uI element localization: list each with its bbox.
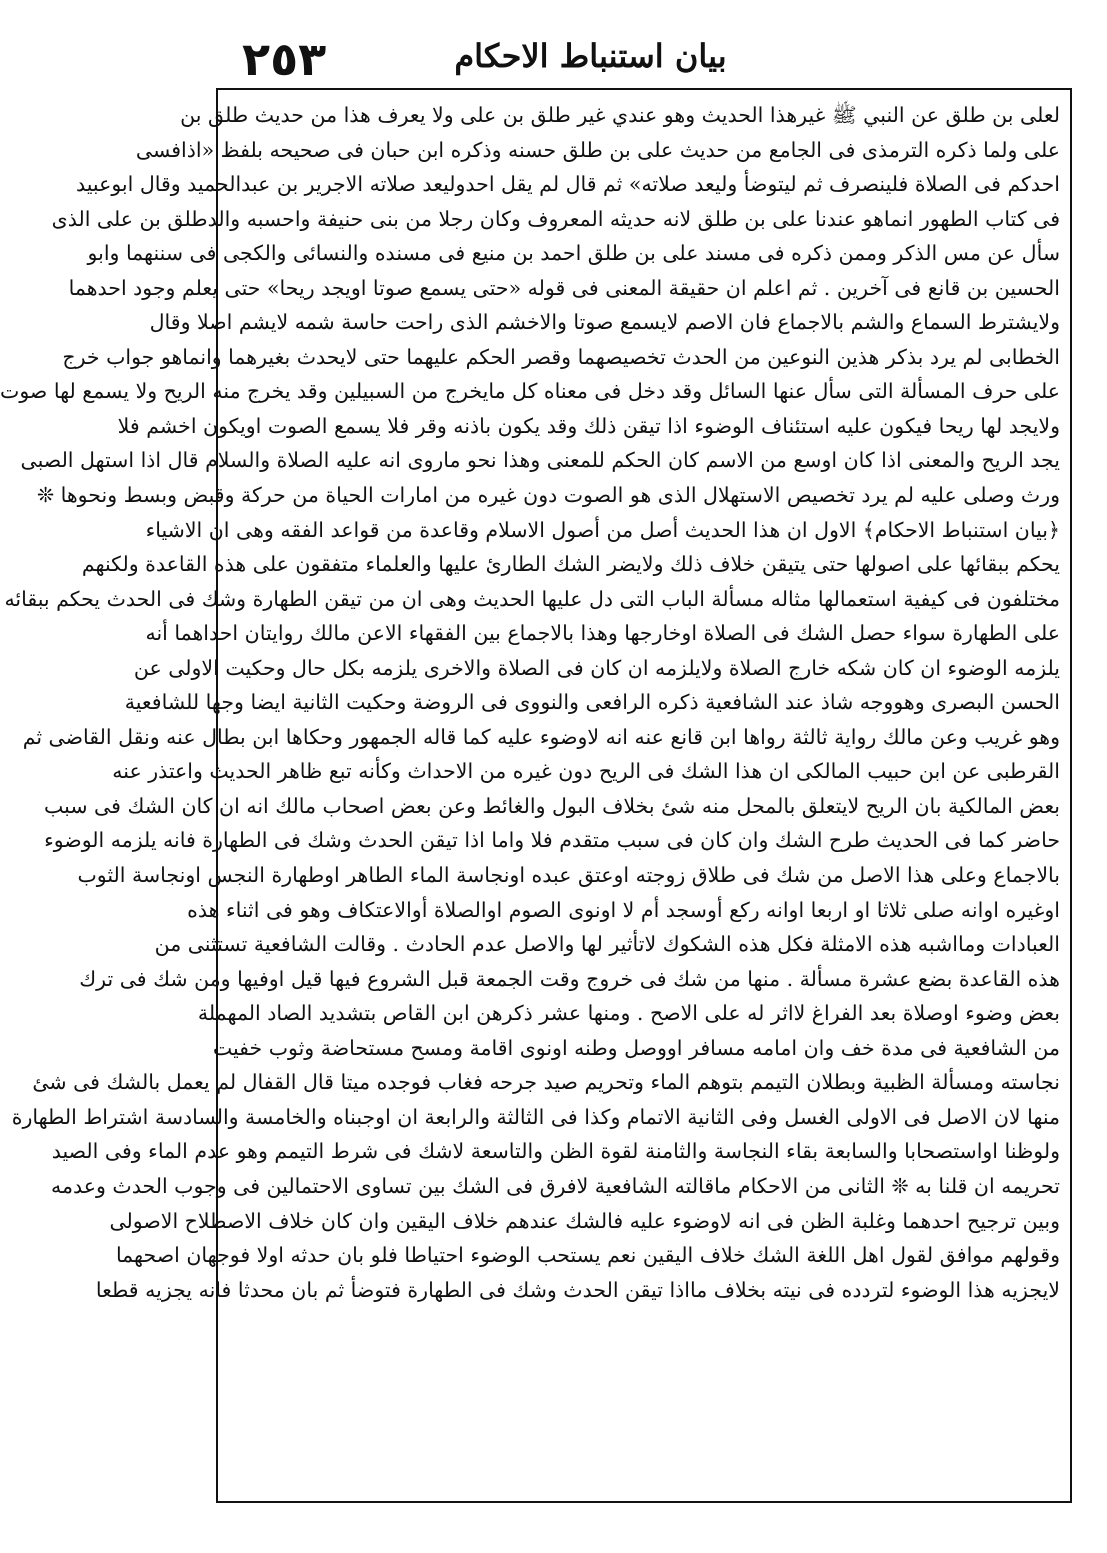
section-heading-line: ﴿بيان استنباط الاحكام﴾ الاول ان هذا الحديث أصل من أصول الاسلام وقاعدة من قواعد الفقه وهى ان الاشياء [145, 517, 1060, 542]
text-line: حاضر كما فى الحديث طرح الشك وان كان فى سبب متقدم فلا واما اذا تيقن الحدث وشك فى الطهارة فانه يلزمه الوضوء [44, 828, 1060, 853]
text-line: ورث وصلى عليه لم يرد تخصيص الاستهلال الذى هو الصوت دون غيره من امارات الحياة من حركة وقبض وبسط ونحوها ❊ [36, 483, 1060, 508]
text-line: منها لان الاصل فى الاولى الغسل وفى الثانية الاتمام وكذا فى الثالثة والرابعة ان اوجبناه والخامسة والسادسة اشتراط الطهارة [11, 1104, 1060, 1129]
text-line: لايجزيه هذا الوضوء لتردده فى نيته بخلاف مااذا تيقن الحدث وشك فى الطهارة فتوضأ ثم بان محدثا فانه يجزيه قطعا [95, 1277, 1060, 1302]
text-line: وقولهم موافق لقول اهل اللغة الشك خلاف اليقين نعم يستحب الوضوء احتياطا فلو بان حدثه اولا فوجهان اصحهما [115, 1243, 1060, 1268]
text-line: ولوظنا اواستصحابا والسابعة بقاء النجاسة والثامنة لقوة الظن والتاسعة لاشك فى شرط التيمم وهو عدم الماء وفى الصيد [51, 1139, 1060, 1164]
text-line: على الطهارة سواء حصل الشك فى الصلاة اوخارجها وهذا بالاجماع بين الفقهاء الاعن مالك روايتان احداهما أنه [145, 621, 1060, 646]
text-line: احدكم فى الصلاة فلينصرف ثم ليتوضأ وليعد صلاته» ثم قال لم يقل احدوليعد صلاته الاجرير بن عبدالحميد وقال ابوعبيد [75, 172, 1060, 197]
text-line: سأل عن مس الذكر وممن ذكره فى مسند على بن طلق احمد بن منيع فى مسنده والنسائى والكجى فى سننهما وابو [87, 241, 1060, 266]
text-line: الحسين بن قانع فى آخرين . ثم اعلم ان حقيقة المعنى فى قوله «حتى يسمع صوتا اويجد ريحا» حتى يعلم وجود احدهما [68, 275, 1060, 300]
text-line: نجاسته ومسألة الظبية وبطلان التيمم بتوهم الماء وتحريم صيد جرحه فغاب فوجده ميتا قال القفال لم يعمل بالشك فى شئ [32, 1070, 1060, 1095]
text-line: على حرف المسألة التى سأل عنها السائل وقد دخل فى معناه كل مايخرج من السبيلين وقد يخرج منه الريح ولا يسمع لها صوت [0, 379, 1060, 404]
page-number: ٢٥٣ [242, 32, 327, 86]
text-line: لعلى بن طلق عن النبي ﷺ غيرهذا الحديث وهو عندي غير طلق بن على ولا يعرف هذا من حديث طلق بن [180, 103, 1060, 127]
text-line: تحريمه ان قلنا به ❊ الثانى من الاحكام ماقالته الشافعية لافرق فى الشك بين تساوى الاحتمالين فى وجوب الحدث وعدمه [51, 1173, 1060, 1198]
text-line: وبين ترجيح احدهما وغلبة الظن فى انه لاوضوء عليه فالشك عندهم خلاف اليقين وان كان خلاف الاصطلاح الاصولى [109, 1208, 1060, 1233]
text-line: من الشافعية فى مدة خف وان امامه مسافر اووصل وطنه اونوى اقامة ومسح مستحاضة وثوب خفيت [212, 1035, 1060, 1060]
page-header [74, 30, 1107, 90]
body-text [0, 98, 1060, 1307]
text-line: يجد الريح والمعنى اذا كان اوسع من الاسم كان الحكم للمعنى وهذا نحو ماروى انه عليه الصلاة والسلام قال اذا استهل الصبى [20, 448, 1060, 473]
text-line: القرطبى عن ابن حبيب المالكى ان هذا الشك فى الريح دون غيره من الاحداث وكأنه تبع ظاهر الحديث واعتذر عنه [112, 759, 1060, 784]
text-line: يحكم ببقائها على اصولها حتى يتيقن خلاف ذلك ولايضر الشك الطارئ عليها والعلماء متفقون على هذه القاعدة ولكنهم [81, 552, 1060, 577]
text-line: هذه القاعدة بضع عشرة مسألة . منها من شك فى خروج وقت الجمعة قبل الشروع فيها قيل اوفيها ومن شك فى ترك [79, 966, 1060, 991]
text-line: ولايشترط السماع والشم بالاجماع فان الاصم لايسمع صوتا والاخشم الذى راحت حاسة شمه لايشم اصلا وقال [149, 310, 1060, 335]
text-line: يلزمه الوضوء ان كان شكه خارج الصلاة ولايلزمه ان كان فى الصلاة والاخرى يلزمه بكل حال وحكيت الاولى عن [133, 655, 1060, 680]
text-line: فى كتاب الطهور انماهو عندنا على بن طلق لانه حديثه المعروف وكان رجلا من بنى حنيفة واحسبه والدطلق بن على الذى [51, 206, 1060, 231]
text-line: ولايجد لها ريحا فيكون عليه استئناف الوضوء اذا تيقن ذلك وقد يكون باذنه وقر فلا يسمع الصوت اويكون اخشم فلا [117, 413, 1060, 438]
text-line: على ولما ذكره الترمذى فى الجامع من حديث على بن طلق حسنه وذكره ابن حبان فى صحيحه بلفظ «اذافسى [135, 137, 1060, 162]
text-line: الخطابى لم يرد بذكر هذين النوعين من الحدث تخصيصهما وقصر الحكم عليهما حتى لايحدث بغيرهما وانماهو جواب خرج [62, 344, 1060, 369]
running-title: بيان استنباط الاحكام [454, 37, 727, 75]
text-line: بعض المالكية بان الريح لايتعلق بالمحل منه شئ بخلاف البول والغائط وعن بعض اصحاب مالك انه ان كان الشك فى سبب [44, 793, 1060, 818]
text-line: العبادات ومااشبه هذه الامثلة فكل هذه الشكوك لاتأثير لها والاصل عدم الحادث . وقالت الشافعية تستثنى من [154, 932, 1060, 957]
text-line: مختلفون فى كيفية استعمالها مثاله مسألة الباب التى دل عليها الحديث وهى ان من تيقن الطهارة وشك فى الحدث يحكم ببقائه [4, 586, 1060, 611]
text-line: وهو غريب وعن مالك رواية ثالثة رواها ابن قانع عنه انه لاوضوء عليه كما قاله الجمهور وحكاها ابن بطال عنه ونقل القاضى ثم [22, 724, 1060, 749]
text-line: اوغيره اوانه صلى ثلاثا او اربعا اوانه ركع أوسجد أم لا اونوى الصوم اوالصلاة أوالاعتكاف وهو فى اثناء هذه [187, 897, 1060, 922]
text-line: بالاجماع وعلى هذا الاصل من شك فى طلاق زوجته اوعتق عبده اونجاسة الماء الطاهر اوطهارة النجس اونجاسة الثوب [77, 863, 1060, 888]
text-line: الحسن البصرى وهووجه شاذ عند الشافعية ذكره الرافعى والنووى فى الروضة وحكيت الثانية ايضا وجها للشافعية [124, 690, 1060, 715]
text-line: بعض وضوء اوصلاة بعد الفراغ لااثر له على الاصح . ومنها عشر ذكرهن ابن القاص بتشديد الصاد المهملة [197, 1001, 1060, 1026]
